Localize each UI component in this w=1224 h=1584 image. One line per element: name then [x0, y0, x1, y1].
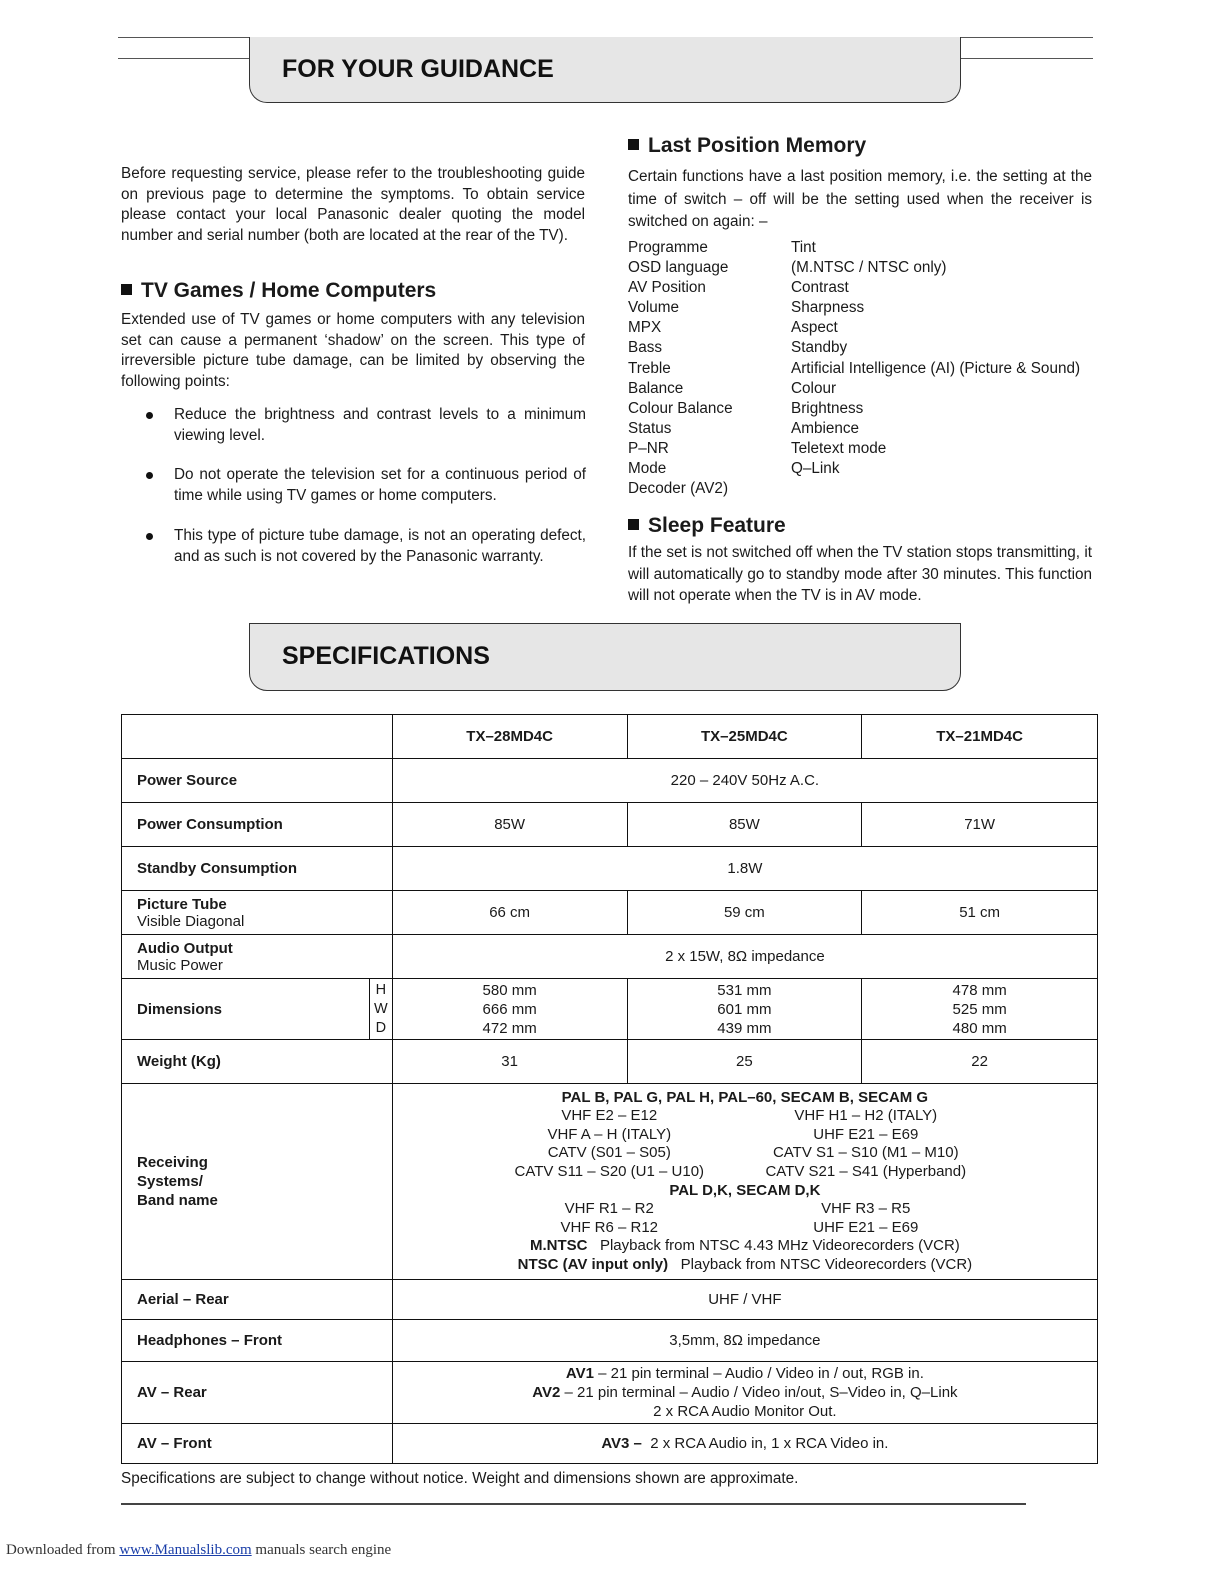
table-row — [122, 1040, 1098, 1084]
mntsc-text: Playback from NTSC 4.43 MHz Videorecorders (VCR) — [599, 1237, 960, 1255]
row-label — [122, 935, 393, 979]
bullet-text: Reduce the brightness and contrast levels to a minimum viewing level. — [174, 406, 586, 444]
dimension-key: W — [373, 1000, 388, 1017]
dimension-values — [627, 979, 862, 1040]
specifications-table — [121, 714, 1098, 1464]
intro-paragraph: Before requesting service, please refer to the troubleshooting guide on previous page to determine the symptoms. To obtain service please contact your local Panasonic dealer quoting the model number and serial number (both are located at the rear of the TV). — [121, 165, 585, 244]
row-value: 85W — [392, 803, 627, 847]
table-row — [122, 715, 1098, 759]
table-row — [122, 1280, 1098, 1320]
row-label-text: Receiving — [137, 1154, 208, 1171]
model-header: TX–25MD4C — [627, 715, 862, 759]
last-position-heading — [628, 134, 866, 158]
ntsc-line — [393, 1256, 1097, 1275]
row-label: Aerial – Rear — [122, 1280, 393, 1320]
bullet-text: This type of picture tube damage, is not an operating defect, and as such is not covered by the Panasonic warranty. — [174, 527, 586, 565]
dimension-keys — [369, 979, 392, 1040]
row-value: 59 cm — [627, 891, 862, 935]
dimension-key: H — [375, 981, 387, 998]
specifications-title: SPECIFICATIONS — [282, 642, 490, 670]
table-row — [122, 1084, 1098, 1280]
table-row — [122, 1362, 1098, 1424]
band-name: UHF E21 – E69 — [813, 1218, 919, 1236]
table-row — [122, 891, 1098, 935]
bullet-dot-icon — [146, 412, 153, 419]
band-name: VHF A – H (ITALY) — [547, 1125, 672, 1143]
row-label: Headphones – Front — [122, 1320, 393, 1362]
av1-text: – 21 pin terminal – Audio / Video in / out, RGB in. — [598, 1365, 924, 1382]
band-name: VHF E2 – E12 — [561, 1107, 658, 1125]
square-bullet-icon — [628, 139, 639, 150]
table-row — [122, 1320, 1098, 1362]
row-label: AV – Rear — [122, 1362, 393, 1424]
memory-item: Sharpness — [791, 299, 865, 317]
ntsc-label: NTSC (AV input only) — [517, 1255, 669, 1273]
row-value: UHF / VHF — [392, 1280, 1097, 1320]
bottom-rule — [121, 1503, 1026, 1505]
row-label: AV – Front — [122, 1424, 393, 1464]
band-grid — [483, 1200, 1097, 1237]
last-position-paragraph: Certain functions have a last position memory, i.e. the setting at the time of switch – off will be the setting used when the receiver is switched on again: – — [628, 168, 1092, 230]
dimension-value: 525 mm — [952, 1000, 1007, 1018]
row-value: 2 x 15W, 8Ω impedance — [392, 935, 1097, 979]
sleep-heading — [628, 514, 786, 538]
band-name: VHF R3 – R5 — [821, 1200, 911, 1218]
tv-games-heading — [121, 279, 436, 303]
memory-item: AV Position — [628, 279, 706, 297]
memory-item: Aspect — [791, 319, 838, 337]
bullet-text: Do not operate the television set for a continuous period of time while using TV games or home computers. — [174, 466, 586, 504]
memory-item: Colour — [791, 379, 837, 397]
bullet-dot-icon — [146, 533, 153, 540]
dimension-value: 531 mm — [717, 981, 772, 999]
row-label: Weight (Kg) — [122, 1040, 393, 1084]
row-sublabel: Visible Diagonal — [137, 912, 245, 930]
av2-text: – 21 pin terminal – Audio / Video in/out, S–Video in, Q–Link — [564, 1384, 958, 1401]
row-value: 31 — [392, 1040, 627, 1084]
band-name: UHF E21 – E69 — [813, 1125, 919, 1143]
bullet-item — [146, 405, 586, 446]
bullet-item — [146, 465, 586, 506]
band-name: CATV S1 – S10 (M1 – M10) — [772, 1144, 959, 1162]
dimension-values — [392, 979, 627, 1040]
memory-item: MPX — [628, 319, 662, 337]
band-name: CATV (S01 – S05) — [547, 1144, 671, 1162]
sleep-heading-text: Sleep Feature — [648, 514, 786, 537]
av2-line — [393, 1383, 1097, 1402]
memory-item: OSD language — [628, 259, 729, 277]
memory-item: Status — [628, 419, 672, 437]
ntsc-text: Playback from NTSC Videorecorders (VCR) — [680, 1255, 973, 1273]
band-grid — [483, 1107, 1097, 1181]
row-value: 25 — [627, 1040, 862, 1084]
mntsc-label: M.NTSC — [529, 1237, 588, 1255]
model-header: TX–28MD4C — [392, 715, 627, 759]
specifications-note: Specifications are subject to change without notice. Weight and dimensions shown are approximate. — [121, 1470, 799, 1487]
memory-item: Tint — [791, 239, 816, 256]
memory-item: Decoder (AV2) — [628, 480, 729, 498]
download-footer — [6, 1542, 391, 1559]
memory-item: Programme — [628, 239, 708, 256]
band-name: VHF R6 – R12 — [560, 1218, 659, 1236]
row-label-text: Band name — [137, 1192, 218, 1209]
square-bullet-icon — [121, 284, 132, 295]
memory-item: Ambience — [791, 419, 860, 437]
mntsc-line — [393, 1237, 1097, 1256]
sleep-paragraph: If the set is not switched off when the TV station stops transmitting, it will automatically go to standby mode after 30 minutes. This function will not operate when the TV is in AV mode. — [628, 544, 1092, 604]
guidance-banner — [249, 37, 961, 103]
footer-prefix: Downloaded from — [6, 1542, 116, 1558]
row-value: 220 – 240V 50Hz A.C. — [392, 759, 1097, 803]
square-bullet-icon — [628, 519, 639, 530]
memory-item: Mode — [628, 460, 667, 478]
dimension-key: D — [375, 1019, 387, 1036]
manualslib-link[interactable]: www.Manualslib.com — [119, 1542, 252, 1558]
table-row — [122, 759, 1098, 803]
memory-item: Artificial Intelligence (AI) (Picture & Sound) — [791, 359, 1081, 377]
system-group-title: PAL B, PAL G, PAL H, PAL–60, SECAM B, SECAM G — [561, 1088, 929, 1106]
av-rear-cell — [392, 1362, 1097, 1424]
tv-games-paragraph: Extended use of TV games or home computers with any television set can cause a permanent ‘shadow’ on the screen. This type of irreversible picture tube damage, can be limited by observing the following points: — [121, 311, 585, 390]
monitor-out-line: 2 x RCA Audio Monitor Out. — [653, 1403, 837, 1420]
av3-text: 2 x RCA Audio in, 1 x RCA Video in. — [650, 1435, 889, 1452]
row-value: 51 cm — [862, 891, 1098, 935]
row-label — [122, 891, 393, 935]
row-label: Dimensions — [122, 979, 370, 1040]
av1-label: AV1 — [565, 1365, 594, 1382]
row-label: Power Source — [122, 759, 393, 803]
dimension-value: 478 mm — [952, 981, 1007, 999]
table-row — [122, 1424, 1098, 1464]
row-value: 22 — [862, 1040, 1098, 1084]
bullet-dot-icon — [146, 472, 153, 479]
band-name: CATV S11 – S20 (U1 – U10) — [514, 1162, 705, 1180]
last-position-heading-text: Last Position Memory — [648, 134, 867, 157]
memory-item: Teletext mode — [791, 439, 887, 457]
memory-item: Volume — [628, 299, 680, 317]
table-row — [122, 979, 1098, 1040]
row-label: Power Consumption — [122, 803, 393, 847]
system-group-title: PAL D,K, SECAM D,K — [669, 1181, 821, 1199]
table-row — [122, 803, 1098, 847]
guidance-title: FOR YOUR GUIDANCE — [282, 55, 554, 83]
table-row — [122, 847, 1098, 891]
dimension-values — [862, 979, 1098, 1040]
dimension-value: 439 mm — [717, 1019, 772, 1037]
av1-line — [393, 1364, 1097, 1383]
memory-item: Bass — [628, 339, 663, 357]
band-name: VHF H1 – H2 (ITALY) — [794, 1107, 938, 1125]
memory-list-col1 — [628, 238, 733, 499]
bullet-item — [146, 526, 586, 567]
dimension-value: 666 mm — [482, 1000, 537, 1018]
band-name: VHF R1 – R2 — [564, 1200, 654, 1218]
top-rule-right — [961, 58, 1093, 59]
dimension-value: 601 mm — [717, 1000, 772, 1018]
memory-item: Contrast — [791, 279, 849, 297]
memory-list-col2 — [791, 238, 1080, 479]
av-front-cell — [392, 1424, 1097, 1464]
row-label-text: Picture Tube — [137, 895, 227, 913]
memory-item: Balance — [628, 379, 684, 397]
row-value: 3,5mm, 8Ω impedance — [392, 1320, 1097, 1362]
footer-suffix: manuals search engine — [255, 1542, 392, 1558]
band-name: CATV S21 – S41 (Hyperband) — [765, 1162, 967, 1180]
row-label — [122, 1084, 393, 1280]
av3-label: AV3 – — [601, 1435, 642, 1452]
row-label: Standby Consumption — [122, 847, 393, 891]
memory-item: Treble — [628, 359, 671, 377]
row-value: 1.8W — [392, 847, 1097, 891]
memory-item: (M.NTSC / NTSC only) — [791, 259, 947, 277]
memory-item: Standby — [791, 339, 848, 357]
specifications-banner — [249, 623, 961, 691]
memory-item: Q–Link — [791, 460, 840, 478]
tv-games-heading-text: TV Games / Home Computers — [141, 279, 437, 302]
model-header: TX–21MD4C — [862, 715, 1098, 759]
memory-item: P–NR — [628, 439, 669, 457]
row-value: 85W — [627, 803, 862, 847]
av2-label: AV2 — [532, 1384, 561, 1401]
top-rule-left — [118, 58, 249, 59]
table-corner-cell — [122, 715, 393, 759]
row-label-text: Systems/ — [137, 1173, 203, 1190]
row-value: 66 cm — [392, 891, 627, 935]
memory-item: Brightness — [791, 399, 864, 417]
row-label-text: Audio Output — [137, 939, 233, 957]
row-value: 71W — [862, 803, 1098, 847]
row-sublabel: Music Power — [137, 956, 223, 974]
receiving-systems-cell — [392, 1084, 1097, 1280]
table-row — [122, 935, 1098, 979]
memory-item: Colour Balance — [628, 399, 733, 417]
dimension-value: 480 mm — [952, 1019, 1007, 1037]
dimension-value: 472 mm — [482, 1019, 537, 1037]
dimension-value: 580 mm — [482, 981, 537, 999]
